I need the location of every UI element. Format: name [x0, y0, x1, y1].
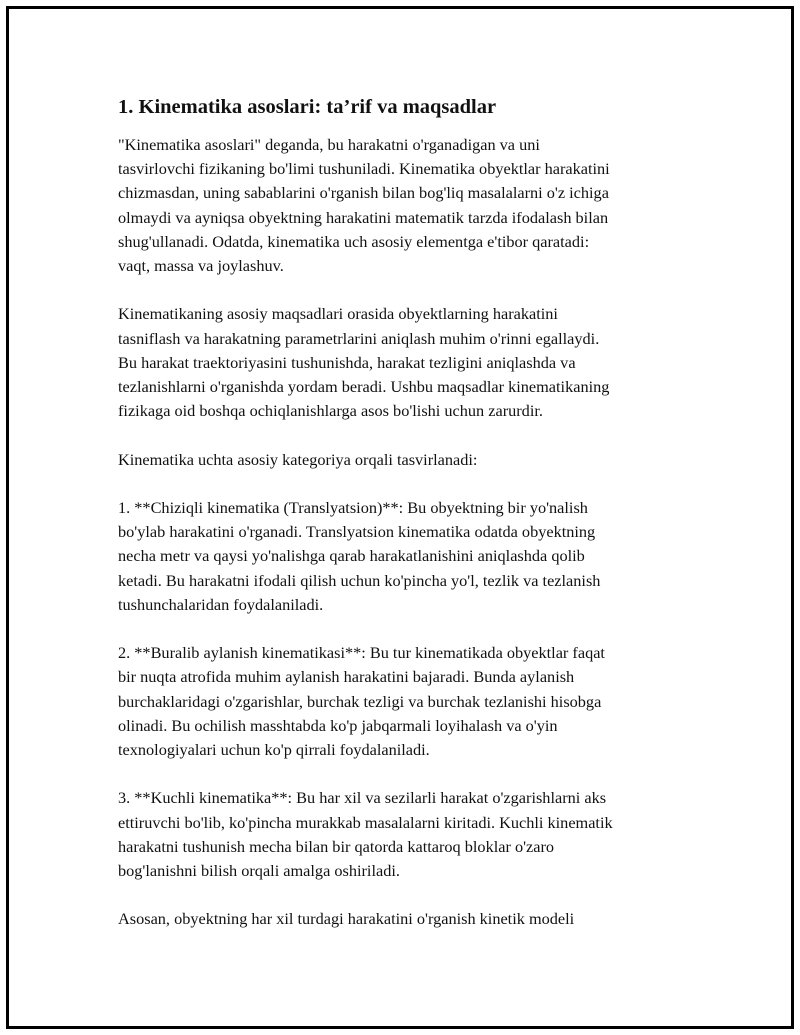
section-heading: 1. Kinematika asoslari: ta’rif va maqsadlar	[118, 96, 497, 118]
paragraph-definition: "Kinematika asoslari" deganda, bu harakatni o'rganadigan va uni tasvirlovchi fizikaning bo'limi tushuniladi. Kinematika obyektlar harakatini chizmasdan, uning sabablarini o'rganish bilan bog'liq masalalarni o'z ichiga olmaydi va ayniqsa obyektning harakatini matematik tarzda ifodalash bilan shug'ullanadi. Odatda, kinematika uch asosiy elementga e'tibor qaratadi: vaqt, massa va joylashuv.	[118, 135, 610, 276]
list-item-linear-kinematics: 1. **Chiziqli kinematika (Translyatsion)**: Bu obyektning bir yo'nalish bo'ylab harakatini o'rganadi. Translyatsion kinematika odatda obyektning necha metr va qaysi yo'nalishga qarab harakatlanishini aniqlashda qolib ketadi. Bu harakatni ifodali qilish uchun ko'pincha yo'l, tezlik va tezlanish tushunchalaridan foydalaniladi.	[118, 498, 601, 614]
paragraph-conclusion: Asosan, obyektning har xil turdagi harakatini o'rganish kinetik modeli	[118, 909, 575, 929]
paragraph-goals: Kinematikaning asosiy maqsadlari orasida obyektlarning harakatini tasniflash va harakatning parametrlarini aniqlash muhim o'rinni egallaydi. Bu harakat traektoriyasini tushunishda, harakat tezligini aniqlashda va tezlanishlarni o'rganishda yordam beradi. Ushbu maqsadlar kinematikaning fizikaga oid boshqa ochiqlanishlarga asos bo'lishi uchun zarurdir.	[118, 304, 610, 421]
document-body	[118, 93, 678, 956]
list-item-rotational-kinematics: 2. **Buralib aylanish kinematikasi**: Bu tur kinematikada obyektlar faqat bir nuqta atrofida muhim aylanish harakatini bajaradi. Bunda aylanish burchaklaridagi o'zgarishlar, burchak tezligi va burchak tezlanishi hisobga olinadi. Bu ochilish masshtabda ko'p jabqarmali loyihalash va o'yin texnologiyalari uchun ko'p qirrali foydalaniladi.	[118, 643, 605, 760]
list-item-strong-kinematics: 3. **Kuchli kinematika**: Bu har xil va sezilarli harakat o'zgarishlarni aks ettiruvchi bo'lib, ko'pincha murakkab masalalarni kiritadi. Kuchli kinematik harakatni tushunish mecha bilan bir qatorda kattaroq bloklar o'zaro bog'lanishni bilish orqali amalga oshiriladi.	[118, 788, 613, 881]
paragraph-categories-intro: Kinematika uchta asosiy kategoriya orqali tasvirlanadi:	[118, 449, 478, 469]
